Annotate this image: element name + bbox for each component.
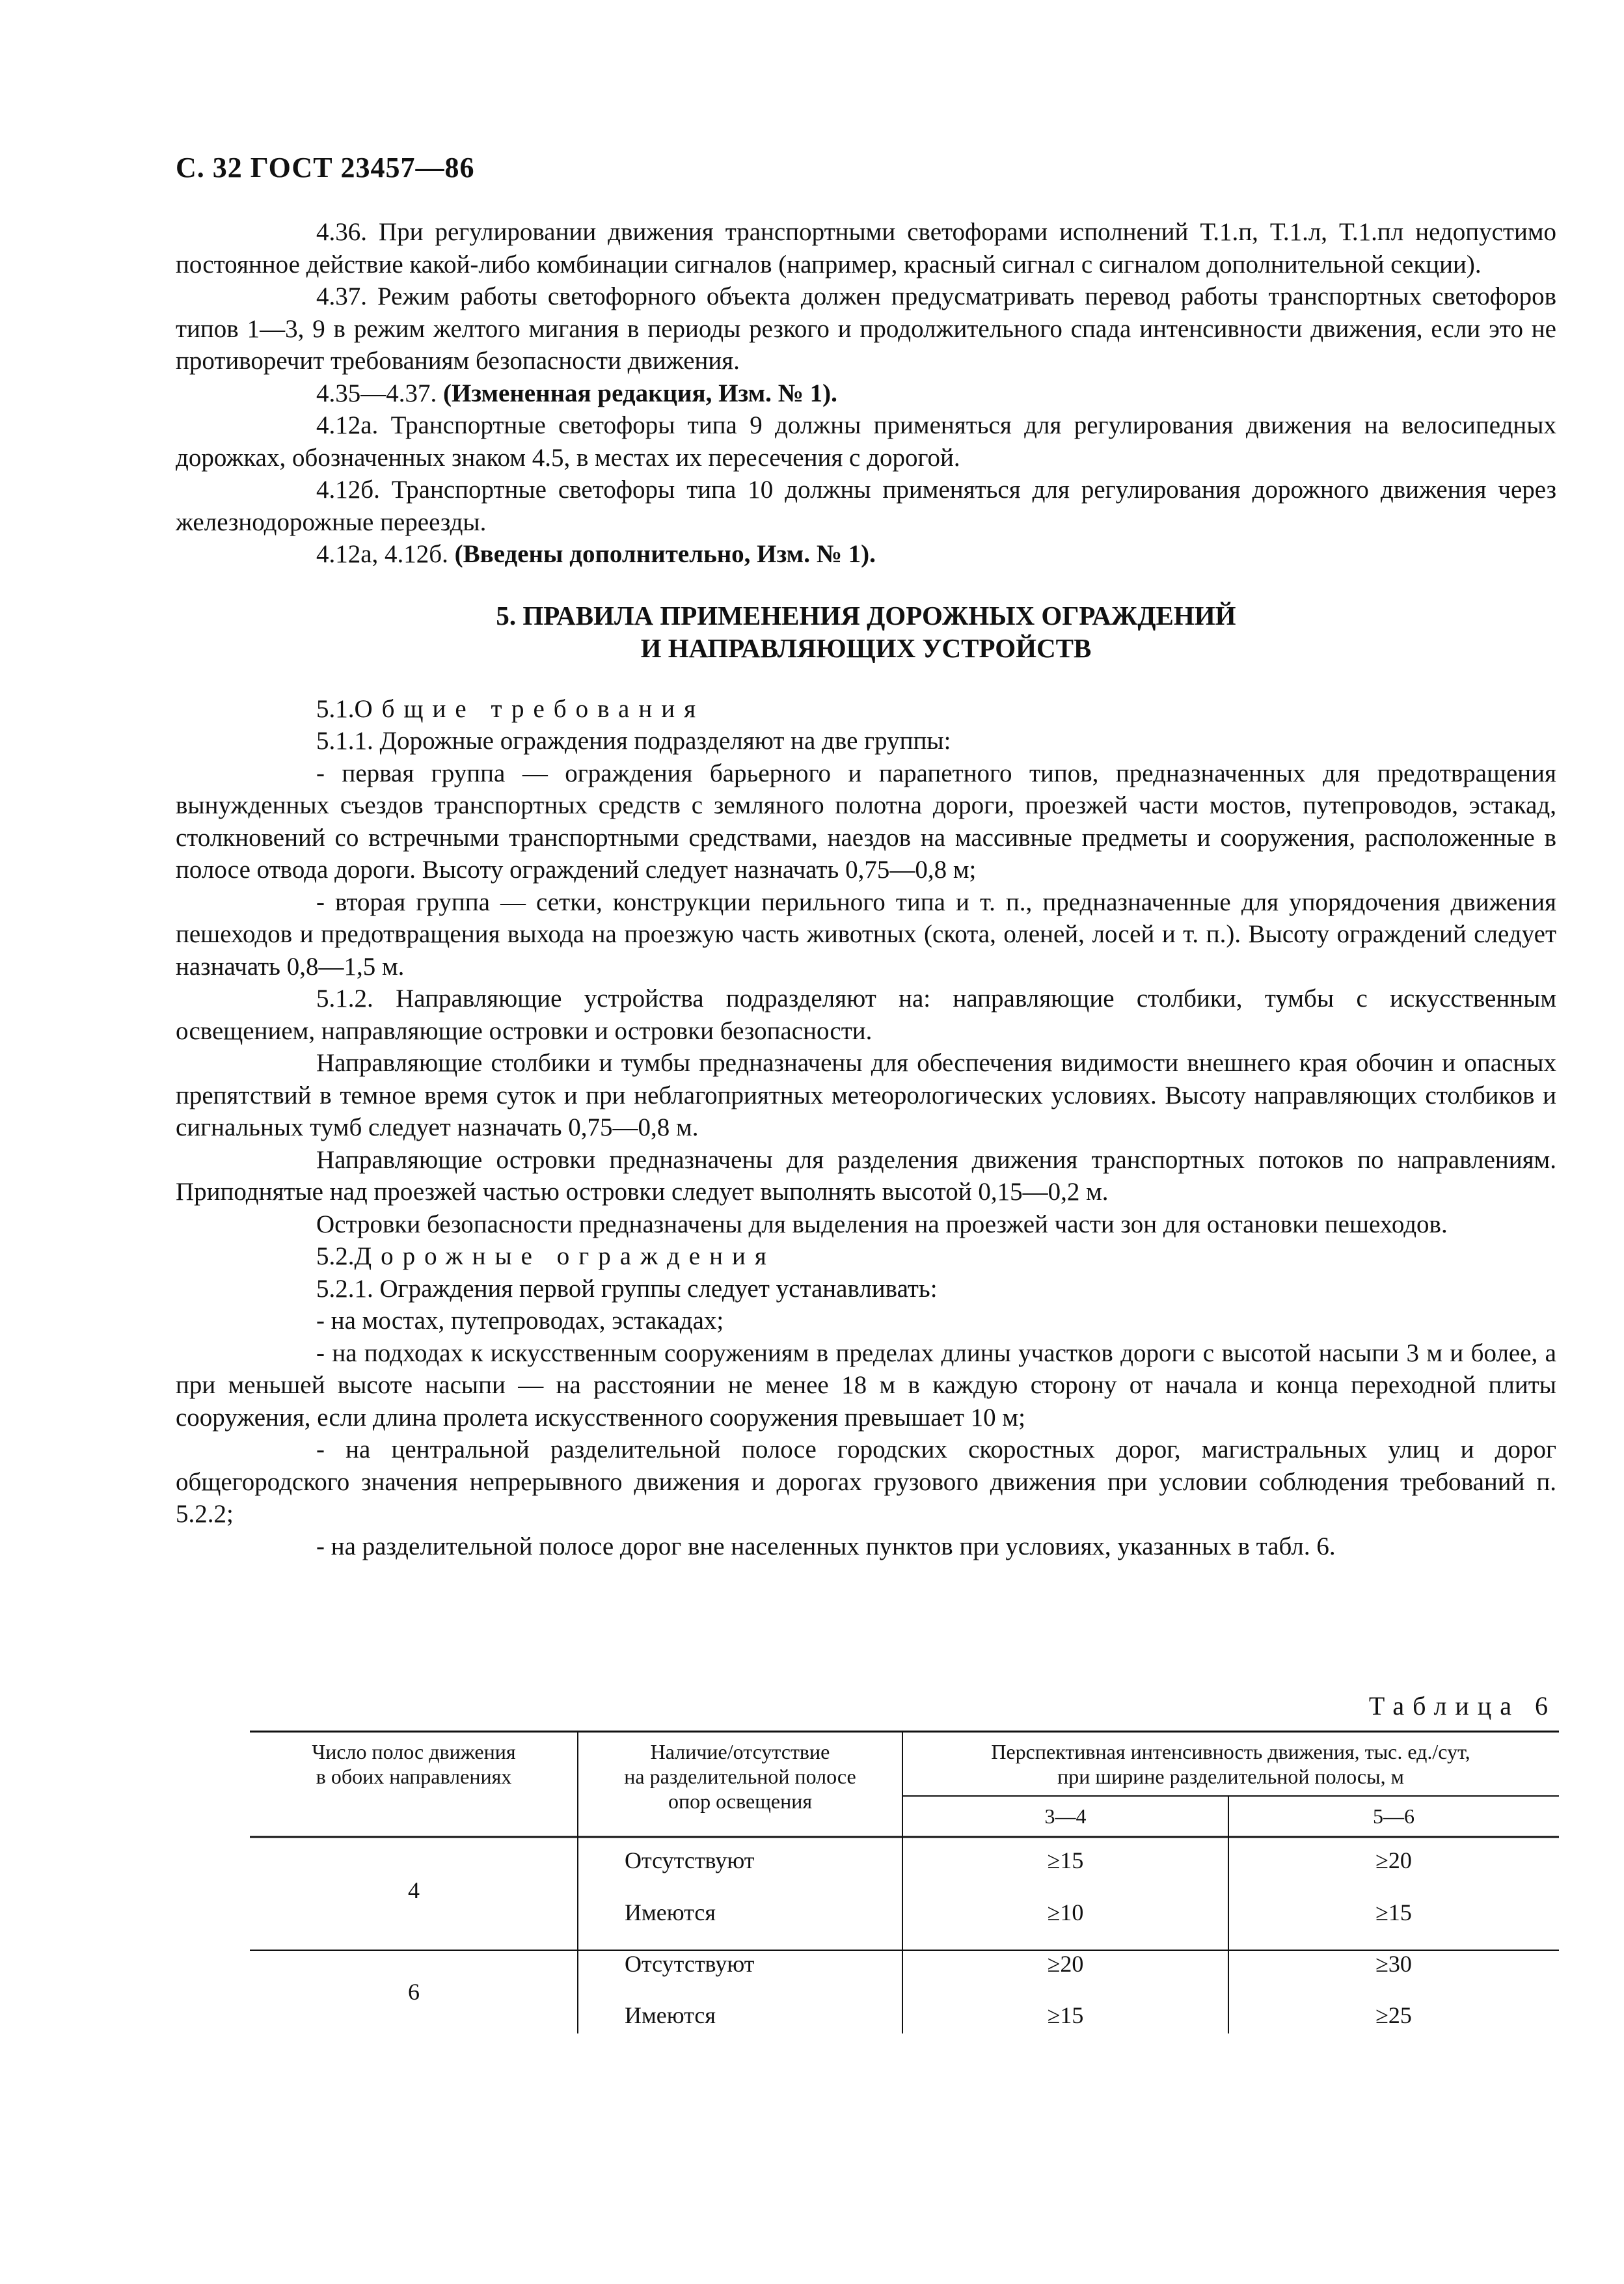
paragraph-5-1-1-first-group: - первая группа — ограждения барьерного и парапетного типов, предназначенных для предотвращения вынужденных съездов транспортных средств с земляного полотна дороги, проезжей части мостов, путепроводов, эстакад, столкновений со встречными транспортными средствами, наездов на массивные предметы и сооружения, расположенные в полосе отвода дороги. Высоту ограждений следует назначать 0,75—0,8 м; (176, 759, 1556, 884)
paragraph-5-1-1: 5.1.1. Дорожные ограждения подразделяют на две группы: (316, 727, 951, 755)
table-cell-value: ≥15 (1047, 1847, 1084, 1873)
header-line: при ширине разделительной полосы, м (1057, 1765, 1404, 1788)
header-line: на разделительной полосе (624, 1765, 856, 1788)
note-bold: (Введены дополнительно, Изм. № 1). (454, 540, 876, 568)
title-line-2: И НАПРАВЛЯЮЩИХ УСТРОЙСТВ (640, 632, 1092, 663)
paragraph-5-1-1-second-group: - вторая группа — сетки, конструкции перильного типа и т. п., предназначенные для упорядочения движения пешеходов и предотвращения выхода на проезжую часть животных (скота, оленей, лосей и т. п.). Высоту ограждений следует назначать 0,8—1,5 м. (176, 888, 1556, 981)
title-line-1: 5. ПРАВИЛА ПРИМЕНЕНИЯ ДОРОЖНЫХ ОГРАЖДЕНИЙ (496, 600, 1236, 631)
table-header-supports (578, 1739, 902, 1814)
table-cell-supports: Отсутствуют (625, 1847, 755, 1873)
table-subheader-3-4: 3—4 (1044, 1804, 1087, 1828)
table-cell-lanes: 4 (408, 1877, 420, 1903)
table-caption: Таблица 6 (1368, 1691, 1556, 1720)
table-cell-value: ≥25 (1375, 2002, 1412, 2028)
table-cell-lanes: 6 (408, 1979, 420, 2005)
table-cell-value: ≥15 (1047, 2002, 1084, 2028)
subsection-title: Общие требования (354, 694, 705, 723)
table-cell-value: ≥20 (1375, 1847, 1412, 1873)
table-cell-value: ≥30 (1375, 1951, 1412, 1977)
header-line: в обоих направлениях (316, 1765, 512, 1788)
header-line: Перспективная интенсивность движения, тыс. ед./сут, (991, 1740, 1470, 1763)
table-cell-supports: Имеются (625, 1899, 716, 1925)
note-bold: (Измененная редакция, Изм. № 1). (443, 379, 837, 407)
table-cell-value: ≥15 (1375, 1899, 1412, 1925)
paragraph-5-2-1-central-strip: - на центральной разделительной полосе городских скоростных дорог, магистральных улиц и дорог общегородского значения непрерывного движения и дорогах грузового движения при условии соблюдения требований п. 5.2.2; (176, 1435, 1556, 1528)
paragraph-5-2-1: 5.2.1. Ограждения первой группы следует устанавливать: (316, 1274, 938, 1303)
paragraph-5-1-2: 5.1.2. Направляющие устройства подразделяют на: направляющие столбики, тумбы с искусственным освещением, направляющие островки и островки безопасности. (176, 985, 1556, 1045)
paragraph-4-12b: 4.12б. Транспортные светофоры типа 10 должны применяться для регулирования дорожного движения через железнодорожные переезды. (176, 476, 1556, 536)
table-cell-value: ≥10 (1047, 1899, 1084, 1925)
paragraph-5-2-1-bridges: - на мостах, путепроводах, эстакадах; (316, 1307, 724, 1335)
page-header: С. 32 ГОСТ 23457—86 (176, 152, 475, 184)
table-subheader-5-6: 5—6 (1373, 1804, 1414, 1828)
header-line: Наличие/отсутствие (650, 1740, 830, 1763)
header-line: опор освещения (668, 1789, 813, 1813)
header-line: Число полос движения (312, 1740, 516, 1763)
subsection-number: 5.2. (316, 1242, 355, 1270)
paragraph-5-1-2-posts: Направляющие столбики и тумбы предназначены для обеспечения видимости внешнего края обочин и опасных препятствий в темное время суток и при неблагоприятных метеорологических условиях. Высоту направляющих столбиков и сигнальных тумб следует назначать 0,75—0,8 м. (176, 1049, 1556, 1141)
paragraph-5-2-1-approaches: - на подходах к искусственным сооружениям в пределах длины участков дороги с высотой насыпи 3 м и более, а при меньшей высоте насыпи — на расстоянии не менее 18 м в каждую сторону от начала и конца переходной плиты сооружения, если длина пролета искусственного сооружения превышает 10 м; (176, 1339, 1556, 1432)
table-header-intensity (902, 1739, 1559, 1789)
paragraph-4-12a: 4.12а. Транспортные светофоры типа 9 должны применяться для регулирования движения на велосипедных дорожках, обозначенных знаком 4.5, в местах их пересечения с дорогой. (176, 411, 1556, 472)
table-cell-supports: Отсутствуют (625, 1951, 755, 1977)
table-cell-supports: Имеются (625, 2002, 716, 2028)
paragraph-4-36: 4.36. При регулировании движения транспортными светофорами исполнений Т.1.п, Т.1.л, Т.1.пл недопустимо постоянное действие какой-либо комбинации сигналов (например, красный сигнал с сигналом дополнительной секции). (176, 218, 1556, 279)
note-prefix: 4.35—4.37. (316, 379, 437, 407)
table-header-lanes (250, 1739, 578, 1789)
subsection-number: 5.1. (316, 694, 355, 723)
paragraph-5-1-2-islands: Направляющие островки предназначены для разделения движения транспортных потоков по направлениям. Приподнятые над проезжей частью островки следует выполнять высотой 0,15—0,2 м. (176, 1145, 1556, 1206)
paragraph-5-2-1-dividing-strip: - на разделительной полосе дорог вне населенных пунктов при условиях, указанных в табл. 6. (316, 1532, 1336, 1560)
paragraph-4-37: 4.37. Режим работы светофорного объекта должен предусматривать перевод работы транспортных светофоров типов 1—3, 9 в режим желтого мигания в периоды резкого и продолжительного спада интенсивности движения, если это не противоречит требованиям безопасности движения. (176, 282, 1556, 375)
table-cell-value: ≥20 (1047, 1951, 1084, 1977)
subsection-title: Дорожные ограждения (354, 1242, 776, 1270)
paragraph-5-1-2-safety-islands: Островки безопасности предназначены для выделения на проезжей части зон для остановки пешеходов. (316, 1210, 1448, 1238)
note-prefix: 4.12а, 4.12б. (316, 540, 448, 568)
